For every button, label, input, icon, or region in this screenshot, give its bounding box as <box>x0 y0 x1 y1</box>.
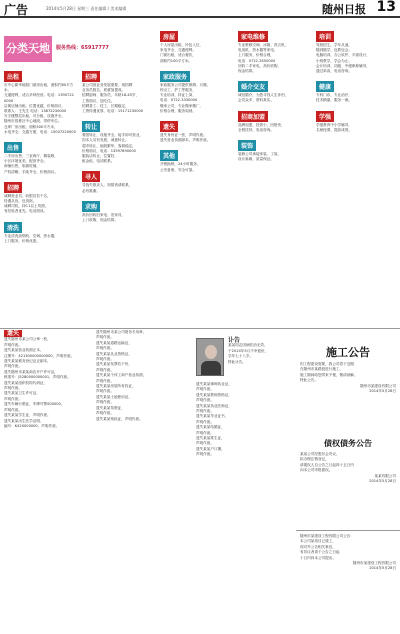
ad-line: 上门收购，现金结算。 <box>82 218 118 223</box>
ad-line: 设计新颖，质量保证。 <box>238 157 274 162</box>
section-heading: 转让 <box>82 121 100 132</box>
ad-line: 现金结算。 <box>238 69 256 74</box>
ad-line: 开锁换锁，24小时服务， <box>160 162 201 167</box>
notice-line: 遗失某某驾驶证， <box>96 405 125 410</box>
notice-line: 请债权人自公告之日起四十五日内 <box>300 462 354 467</box>
notice-column-left <box>4 330 88 429</box>
ad-line: 面积约100平方米。 <box>160 58 193 63</box>
notice-line: 遗失某某营业执照正本， <box>4 348 44 353</box>
notice-line: 注册号：421300000000000，声明作废。 <box>4 353 75 358</box>
notice-line: 声明作废。 <box>96 378 114 383</box>
ad-line: 招聘普工、技工，长期稳定， <box>82 103 129 108</box>
section-heading: 求购 <box>82 201 100 212</box>
bottom-date: 2014年5月28日 <box>369 566 396 571</box>
section-heading: 出售 <box>4 142 22 153</box>
notice-line: 特此公告。 <box>300 378 318 383</box>
notice-line: 遗失某某律师执业证， <box>196 382 232 386</box>
ad-line: 寻找失散亲人，知情者请联系， <box>82 183 133 188</box>
notice-line: 在随州市某路段进行施工， <box>300 367 344 372</box>
ad-line: 回收二手家电，高价收购， <box>238 63 282 68</box>
ad-line: 驾校招生，学车从速， <box>316 43 352 47</box>
notice-line: 声明作废。 <box>4 364 22 369</box>
notice-line: 声明作废。 <box>196 387 214 392</box>
section-heading: 学强 <box>316 111 334 122</box>
ad-line: 遗失营业执照副本，声明作废。 <box>160 138 211 143</box>
notice-line: 声明作废。 <box>196 398 214 403</box>
ad-line: 写字楼整层出租，可分租，设施齐全， <box>4 114 66 119</box>
notice-line: 核准号：J5280000000001，声明作废。 <box>4 375 71 380</box>
ad-line: 二手房出售，三室两厅，精装修， <box>4 154 58 159</box>
debt-date: 2014年5月28日 <box>369 479 396 484</box>
notice-section-title: 遗失 <box>4 330 22 337</box>
notice-line: 有异议者请于公告之日起 <box>300 550 340 555</box>
ad-line: 工资待遇优厚，电话：15171230000 <box>82 109 144 114</box>
ad-line: 价格合理，服务周到。 <box>160 108 196 113</box>
construction-date: 2014年5月28日 <box>369 389 396 394</box>
notice-line: 随州市某建设工程有限公司公告： <box>300 534 354 538</box>
classified-banner <box>4 36 137 62</box>
construction-title: 施工公告 <box>326 346 370 359</box>
ad-line: 随到随学，包教包会。 <box>316 48 352 53</box>
notice-line: 遗失某某土地使用证， <box>96 394 132 399</box>
construction-signer: 随州市某建设有限公司 <box>360 383 396 388</box>
ad-line: 门面出租，适合餐饮， <box>160 53 196 58</box>
ad-line: 小班教学，学会为止。 <box>316 58 352 63</box>
ad-line: 专业维修空调、冰箱、洗衣机、 <box>238 43 289 47</box>
ad-line: 家电齐全，交通便利。 <box>160 48 196 53</box>
notice-line: 遗失某某学生证，声明作废。 <box>4 413 51 418</box>
notice-line: 声明作废。 <box>196 419 214 424</box>
ad-line: 会计培训，初级、中级职称辅导， <box>316 63 370 68</box>
section-heading: 培训 <box>316 31 334 42</box>
ad-line: 全程扶持，电话咨询。 <box>238 127 274 132</box>
notice-line: 享年七十八岁。 <box>228 354 254 359</box>
ad-line: 品牌加盟，投资小，回报快， <box>238 122 285 127</box>
section-heading: 家电维修 <box>238 31 268 42</box>
notice-line: 声明作废。 <box>96 346 114 351</box>
ad-line: 专业培训，持证上岗， <box>160 93 196 98</box>
classified-column-4 <box>238 24 310 326</box>
notice-line: 声明作废。 <box>96 367 114 372</box>
ad-line: 诚信婚介，为您寻找人生伴侣， <box>238 93 289 98</box>
ad-line: 随州市曾都区中心地段，带停车位。 <box>4 119 62 124</box>
notice-line: 声明作废。 <box>196 409 214 414</box>
ad-line: 招聘厨师、服务员，年龄18-45岁， <box>82 93 140 98</box>
classified-column-5 <box>316 24 396 326</box>
notice-line: 遗失随州市某公司公章一枚， <box>4 337 51 342</box>
ad-line: 业务员数名，底薪加提成。 <box>82 88 126 93</box>
notice-line: 遗失车辆行驶证，车牌号鄂S00000， <box>4 402 65 407</box>
ad-line: 沿街店铺出租，位置优越，价格面议， <box>4 103 66 108</box>
notice-line: 施工期间给您带来不便，敬请谅解。 <box>300 372 358 377</box>
ad-line: 市中心繁华地段门面房出租，面积约80平方米， <box>4 83 74 93</box>
ad-line: 个人房屋出租，拎包入住， <box>160 43 204 47</box>
ad-line: 某公司因业务发展需要，现招聘 <box>82 83 133 87</box>
notice-line: 拟办理注销登记， <box>300 457 329 462</box>
portrait-body <box>201 361 221 375</box>
notice-line: 遗失某某出生医学证明， <box>4 418 44 423</box>
ad-line: 高价回收旧家电、旧家具， <box>82 212 126 217</box>
ad-line: 遗失身份证一张，声明作废。 <box>160 133 207 138</box>
notice-line: 特此讣告。 <box>228 359 246 364</box>
notice-line: 声明作废。 <box>96 389 114 394</box>
section-divider <box>0 328 400 329</box>
notice-line: 声明作废。 <box>96 400 114 405</box>
ad-line: 技术精湛，服务一流。 <box>316 98 352 103</box>
notice-line: 声明作废。 <box>4 342 22 347</box>
notice-line: 遗失某某结婚证， <box>196 425 225 430</box>
ad-line: 电话：0722-3330000 <box>160 98 198 103</box>
ad-line: 联系人：王先生 电话：13872230000 <box>4 109 67 114</box>
ad-line: 待遇从优，包食宿。 <box>4 199 37 204</box>
obituary-photo <box>196 338 224 376</box>
section-heading: 装饰 <box>238 140 256 151</box>
section-heading: 家政服务 <box>160 71 190 82</box>
notice-line: 遗失某某毕业证书， <box>196 414 229 419</box>
ad-line: 上门服务，价格优惠。 <box>4 238 40 243</box>
notice-line: 某某公司经股东会决议， <box>300 452 340 456</box>
notice-line: 遗失某某道路运输证， <box>96 340 132 345</box>
ad-line: 有经验者优先，电话面谈。 <box>4 209 48 214</box>
ad-line: 专业清洗油烟机、空调、热水器， <box>4 233 58 238</box>
banner-phone: 服务热线：65917777 <box>56 45 109 51</box>
masthead <box>0 0 400 18</box>
debt-notice <box>300 452 396 484</box>
ad-line: 上门服务，价格合理， <box>238 53 274 58</box>
portrait-face <box>205 345 217 359</box>
debt-signer: 某某有限公司 <box>374 473 396 478</box>
notice-line: 声明作废。 <box>96 335 114 340</box>
ad-line: 专科门诊，专业治疗， <box>316 93 352 98</box>
classified-column-2 <box>82 64 154 326</box>
classified-column-1 <box>4 64 76 326</box>
notice-line: 遗失某某组织机构代码证， <box>4 380 48 385</box>
section-heading: 招商加盟 <box>238 111 268 122</box>
notice-line: 向本公司申报债权。 <box>300 468 333 473</box>
ad-line: 学强教育中小学辅导， <box>316 122 352 127</box>
notice-line: 遗失某某个体工商户营业执照， <box>96 373 147 378</box>
notice-line: 遗失随州市某公司财务专用章， <box>96 330 147 334</box>
ad-line: 工资面议，包吃住。 <box>82 98 115 103</box>
ad-line: 电视机、热水器等家电， <box>238 48 278 53</box>
notice-line: 本公司某项目已竣工， <box>300 539 336 544</box>
paper-name: 随州日报 <box>322 3 366 16</box>
notice-line: 遗失某某残疾证，声明作废。 <box>96 416 143 421</box>
ad-line: 商铺出售，临街旺铺， <box>4 164 40 169</box>
notice-line: 编号：K420000000，声明作废。 <box>4 423 60 428</box>
notice-line: 遗失某某户口簿， <box>196 446 225 451</box>
notice-line: 现对外公告相关事宜， <box>300 544 336 549</box>
section-heading: 其他 <box>160 150 178 161</box>
banner-title: 分类天地 <box>4 36 52 62</box>
page-category: 广告 <box>4 3 29 17</box>
notice-line: 遗失某某卫生许可证， <box>4 391 40 396</box>
notice-line: 声明作废。 <box>196 452 214 457</box>
construction-notice <box>300 362 396 394</box>
notice-line: 声明作废。 <box>96 411 114 416</box>
notice-line: 遗失某某教师资格证， <box>196 392 232 397</box>
notice-line: 十日内向本公司提出。 <box>300 555 336 560</box>
notice-line: 于2014年5月不幸逝世， <box>228 348 269 353</box>
ad-line: 会员众多，资料真实。 <box>238 98 274 103</box>
debt-notice-title: 债权债务公告 <box>324 439 372 448</box>
notice-line: 遗失某某从业资格证， <box>96 351 132 356</box>
ad-line: 通过率高，电话咨询。 <box>316 69 352 74</box>
ad-line: 公安备案，安全可靠。 <box>160 167 196 172</box>
notice-line: 遗失某某发票若干份， <box>96 362 132 367</box>
ad-line: 电话：0722-3550000 <box>238 58 276 63</box>
ad-line: 因本人另有发展，诚意转让。 <box>82 138 129 143</box>
notice-line: 声明作废。 <box>4 407 22 412</box>
ad-line: 餐馆转让，设施齐全，接手即可营业， <box>82 133 144 138</box>
notice-line: 声明作废。 <box>4 386 22 391</box>
section-heading: 招聘 <box>82 71 100 82</box>
ad-line: 装修公司承接家装、工装， <box>238 152 282 157</box>
ad-line: 名师授课，提高成绩。 <box>316 127 352 132</box>
page-number: 13 <box>376 0 396 15</box>
section-heading: 婚介交友 <box>238 81 268 92</box>
ad-line: 超市转让，地段繁华，客源稳定， <box>82 143 136 148</box>
ad-line: 搬家公司，专业搬家搬厂， <box>160 103 204 108</box>
notice-line: 因工程建设需要，我公司将于近期 <box>300 362 354 366</box>
ad-line: 服装店转让，位置好， <box>82 154 118 159</box>
issue-date: 2014年5月28日 星期三 责任编辑 / 美术编辑 <box>46 6 127 11</box>
section-heading: 遗失 <box>160 121 178 132</box>
notice-divider <box>296 530 400 531</box>
ad-line: 诚聘营业员、收银员若干名， <box>4 193 51 198</box>
notice-line: 声明作废。 <box>96 357 114 362</box>
ad-line: 水电齐全，交通方便，电话：15007220000 <box>4 129 76 134</box>
obituary <box>228 338 290 365</box>
notice-line: 声明作废。 <box>196 430 214 435</box>
ad-line: 电脑培训，办公软件、平面设计， <box>316 53 370 58</box>
notice-line: 遗失某某税务登记证正副本， <box>4 359 51 364</box>
ad-line: 钟点工、护工等服务， <box>160 88 196 93</box>
ad-line: 仓库厂房出租，面积500平方米， <box>4 124 58 129</box>
ad-line: 小区环境优美，配套齐全。 <box>4 159 48 164</box>
notice-line: 声明作废。 <box>196 441 214 446</box>
ad-line: 价格面议，电话：13597890000 <box>82 148 136 153</box>
section-heading: 出租 <box>4 71 22 82</box>
notice-column-mid <box>96 330 188 422</box>
section-heading: 健康 <box>316 81 334 92</box>
notice-line: 遗失某某执业医师证， <box>196 403 232 408</box>
notice-line: 某某同志因病医治无效， <box>228 343 268 348</box>
notice-line: 遗失某某准生证， <box>196 436 225 441</box>
bottom-signer: 随州市某建设工程有限公司 <box>352 561 396 566</box>
notice-line: 遗失某某房屋所有权证， <box>96 384 136 389</box>
notice-line: 遗失随州市某某商店开户许可证， <box>4 369 58 374</box>
ad-line: 产权清晰，手续齐全，价格面议。 <box>4 169 58 174</box>
notice-line: 声明作废。 <box>4 396 22 401</box>
section-heading: 寻人 <box>82 171 100 182</box>
ad-line: 家政服务公司提供保姆、月嫂、 <box>160 82 211 87</box>
bottom-notice <box>300 534 396 572</box>
ad-line: 必有重谢。 <box>82 188 100 193</box>
ad-line: 租金低，电话联系。 <box>82 159 115 164</box>
section-heading: 清洗 <box>4 222 22 233</box>
obituary-title: 讣告 <box>228 337 241 344</box>
ad-line: 诚聘司机，持C1以上驾照， <box>4 204 49 209</box>
notice-column-right <box>196 382 296 458</box>
ad-line: 交通便利，适合多种经营。电话：13907220000 <box>4 93 74 103</box>
classified-column-3 <box>160 24 232 326</box>
section-heading: 房屋 <box>160 31 178 42</box>
section-heading: 招聘 <box>4 182 22 193</box>
